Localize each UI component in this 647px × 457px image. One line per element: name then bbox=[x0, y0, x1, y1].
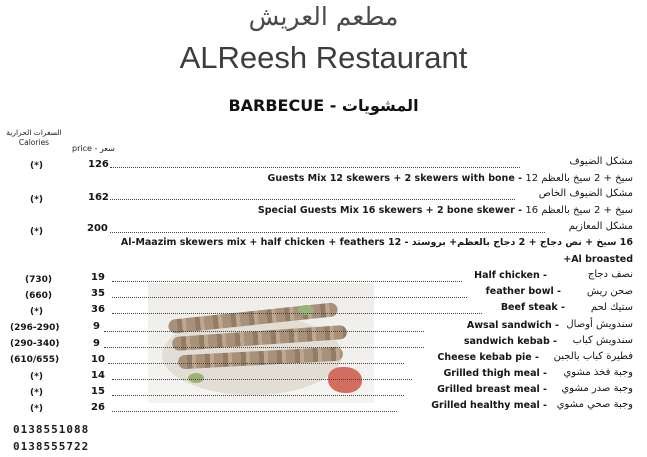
menu-item-calories: (*) bbox=[30, 307, 43, 317]
menu-item-name-english: Grilled healthy meal - bbox=[431, 400, 547, 411]
calories-header-arabic: السعرات الحرارية bbox=[6, 128, 62, 137]
leader-dots bbox=[112, 281, 462, 282]
pepper-shape bbox=[328, 367, 362, 393]
menu-item-description-arabic: 16 سيخ + 2 سيخ بالعظم bbox=[525, 205, 633, 216]
menu-item-calories: (*) bbox=[30, 195, 43, 205]
menu-item-calories: (*) bbox=[30, 372, 43, 382]
menu-item-calories: (296-290) bbox=[10, 323, 60, 333]
leader-dots bbox=[110, 232, 545, 233]
leader-dots bbox=[112, 313, 482, 314]
leader-dots bbox=[112, 297, 467, 298]
menu-item-name-arabic: سندويش كباب bbox=[572, 335, 633, 346]
menu-item-name-arabic: وجبة صحي مشوي bbox=[556, 399, 633, 410]
menu-item-price: 26 bbox=[91, 402, 105, 413]
menu-item-calories: (660) bbox=[25, 291, 53, 301]
restaurant-title-english: ALReesh Restaurant bbox=[179, 40, 468, 75]
menu-item-name-arabic: صحن ريش bbox=[586, 286, 633, 297]
menu-item-price: 162 bbox=[88, 192, 109, 203]
menu-item-name-arabic: سندويش أوصال bbox=[566, 319, 633, 330]
menu-item-calories: (*) bbox=[30, 161, 43, 171]
leader-dots bbox=[112, 379, 412, 380]
menu-item-price: 200 bbox=[87, 223, 108, 234]
menu-item-name-english: Beef steak - bbox=[500, 302, 565, 313]
menu-item-name-english: Grilled thigh meal - bbox=[443, 368, 547, 379]
menu-item-description bbox=[258, 205, 633, 216]
menu-item-name-arabic: فطيرة كباب بالجبن bbox=[553, 351, 633, 362]
menu-item-name-arabic: مشكل الضيوف bbox=[569, 156, 633, 167]
menu-item-calories: (730) bbox=[25, 275, 53, 285]
menu-item-description-arabic: 12 سيخ + 2 سيخ بالعظم bbox=[525, 173, 633, 184]
menu-item-name-english: feather bowl - bbox=[485, 286, 561, 297]
menu-item-name-english: Grilled breast meal - bbox=[437, 384, 547, 395]
menu-item-price: 14 bbox=[91, 370, 105, 381]
menu-item-name-arabic: نصف دجاج bbox=[587, 269, 633, 280]
price-column-header: price - سعر bbox=[72, 144, 115, 153]
menu-item-price: 126 bbox=[88, 159, 109, 170]
leader-dots bbox=[110, 167, 520, 168]
phone-number: 0138551088 bbox=[13, 423, 90, 436]
phone-number: 0138555722 bbox=[13, 440, 90, 453]
menu-item-price: 15 bbox=[91, 386, 105, 397]
menu-item-description bbox=[268, 173, 633, 184]
menu-item-calories: (610/655) bbox=[10, 355, 60, 365]
menu-item-name-english: sandwich kebab - bbox=[463, 336, 557, 347]
menu-item-calories: (*) bbox=[30, 404, 43, 414]
leader-dots bbox=[104, 347, 424, 348]
section-title: BARBECUE - المشويات bbox=[228, 96, 419, 115]
menu-item-price: 35 bbox=[91, 288, 105, 299]
menu-item-description-line2: +Al broasted bbox=[563, 254, 633, 265]
leader-dots bbox=[110, 199, 515, 200]
menu-item-price: 36 bbox=[91, 304, 105, 315]
leader-dots bbox=[112, 395, 404, 396]
leader-dots bbox=[112, 411, 397, 412]
calories-header-english: Calories bbox=[18, 138, 50, 147]
menu-item-price: 9 bbox=[93, 321, 100, 332]
menu-item-description-english: Special Guests Mix 16 skewers + 2 bone skewer - bbox=[257, 205, 523, 216]
menu-item-name-english: Awsal sandwich - bbox=[466, 320, 559, 331]
menu-item-name-english: Cheese kebab pie - bbox=[437, 352, 539, 363]
menu-item-price: 19 bbox=[91, 272, 105, 283]
menu-item-price: 10 bbox=[91, 354, 105, 365]
menu-item-calories: (290-340) bbox=[10, 339, 60, 349]
menu-item-name-arabic: وجبة فخذ مشوي bbox=[563, 367, 633, 378]
menu-item-name-arabic: وجبة صدر مشوي bbox=[561, 383, 633, 394]
barbecue-platter-photo bbox=[148, 283, 374, 403]
menu-item-name-arabic: مشكل الضيوف الخاص bbox=[538, 188, 633, 199]
menu-item-name-arabic: ستيك لحم bbox=[590, 302, 633, 313]
restaurant-title-arabic: مطعم العريش bbox=[248, 2, 399, 31]
menu-item-name-english: Half chicken - bbox=[474, 270, 547, 281]
herb-shape bbox=[188, 373, 204, 383]
menu-item-description: 16 سيخ + نص دجاج + 2 دجاج بالعظم+ بروستد - Al-Maazim skewers mix + half chicken + feathers 12 bbox=[120, 237, 633, 248]
menu-item-name-arabic: مشكل المعازيم bbox=[568, 221, 633, 232]
calories-column-header bbox=[2, 128, 66, 148]
leader-dots bbox=[108, 363, 404, 364]
menu-item-calories: (*) bbox=[30, 388, 43, 398]
menu-item-calories: (*) bbox=[30, 227, 43, 237]
menu-item-price: 9 bbox=[93, 338, 100, 349]
leader-dots bbox=[104, 331, 424, 332]
menu-item-description-english: Guests Mix 12 skewers + 2 skewers with bone - bbox=[267, 173, 523, 184]
